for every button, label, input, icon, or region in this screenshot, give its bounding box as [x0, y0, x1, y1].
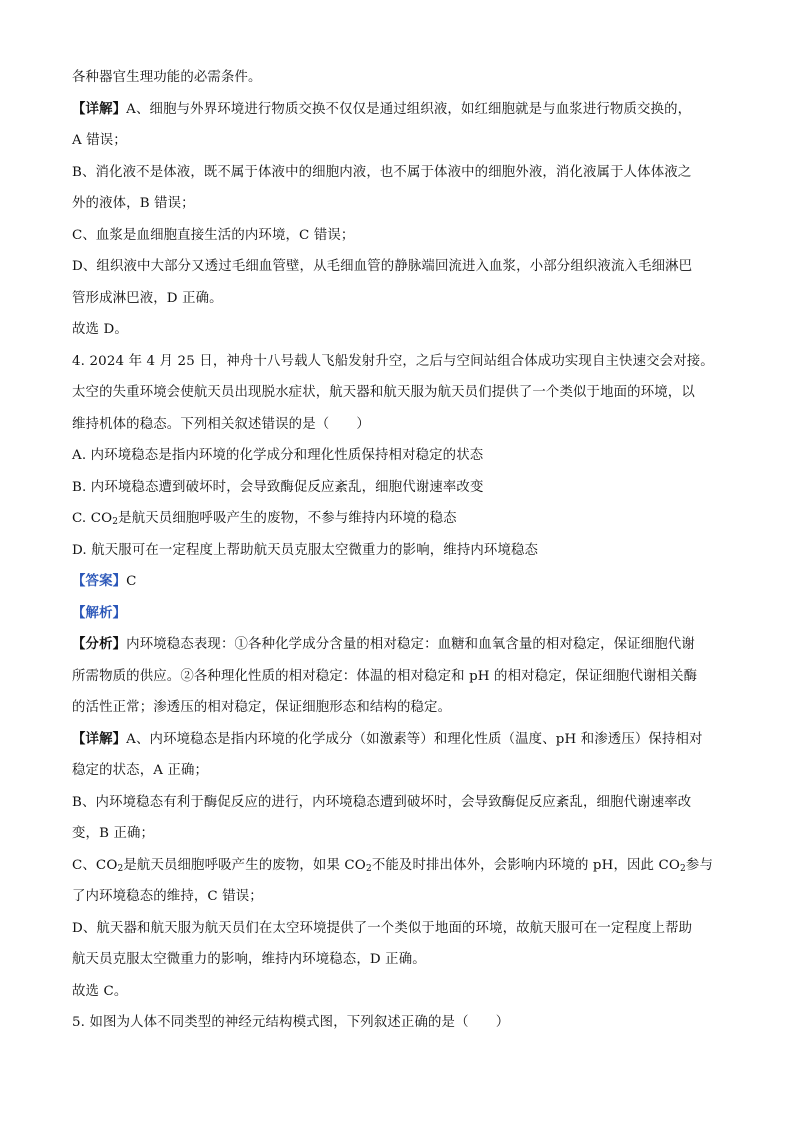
q4-detail-a-line1	[72, 724, 724, 756]
q4-fenxi-text: 内环境稳态表现：①各种化学成分含量的相对稳定：血糖和血氧含量的相对稳定，保证细胞代谢	[126, 637, 695, 652]
q4-detail-d-line2: 航天员克服太空微重力的影响，维持内环境稳态，D 正确。	[72, 952, 426, 967]
subscript: 2	[117, 863, 124, 874]
q4-detail-a-text: A、内环境稳态是指内环境的化学成分（如激素等）和理化性质（温度、pH 和渗透压）保持相对	[126, 731, 703, 747]
q4-detail-a-line2: 稳定的状态，A 正确；	[72, 763, 209, 778]
q4-detail-d-line1: D、航天器和航天服为航天员们在太空环境提供了一个类似于地面的环境，故航天服可在一定程度上帮助	[72, 920, 693, 936]
c-part3: 不能及时排出体外，会影响内环境的 pH，因此 CO	[371, 857, 681, 873]
q3-detail-b-line2: 外的液体，B 错误；	[72, 196, 195, 211]
q4-answer	[72, 566, 724, 598]
q4-fenxi-line2: 所需物质的供应。②各种理化性质的相对稳定：体温的相对稳定和 pH 的相对稳定，保证细胞代谢相关酶	[72, 668, 698, 684]
q4-choose: 故选 C。	[72, 983, 128, 999]
q4-option-d: D. 航天服可在一定程度上帮助航天员克服太空微重力的影响，维持内环境稳态	[72, 542, 539, 558]
q4-fenxi-line3: 的活性正常；渗透压的相对稳定，保证细胞形态和结构的稳定。	[72, 700, 452, 715]
q4-stem-line3: 维持机体的稳态。下列相关叙述错误的是（ ）	[72, 416, 370, 432]
answer-tag: 【答案】	[72, 574, 127, 589]
subscript: 2	[365, 863, 372, 874]
answer-value: C	[126, 574, 137, 589]
option-c-prefix: C. CO	[72, 511, 113, 526]
q5-stem: 5. 如图为人体不同类型的神经元结构模式图，下列叙述正确的是（ ）	[72, 1015, 510, 1030]
q4-fenxi-line1	[72, 629, 724, 661]
analysis-tag: 【解析】	[72, 605, 127, 621]
c-part2: 是航天员细胞呼吸产生的废物，如果 CO	[123, 857, 366, 873]
q3-detail-a-text: A、细胞与外界环境进行物质交换不仅仅是通过组织液，如红细胞就是与血浆进行物质交换的，	[126, 101, 692, 117]
q3-detail-a-line2: A 错误；	[72, 133, 127, 148]
c-part1: C、CO	[72, 857, 118, 873]
detail-tag: 【详解】	[72, 731, 127, 747]
q3-choose: 故选 D。	[72, 322, 128, 337]
q3-conclusion: 各种器官生理功能的必需条件。	[72, 70, 262, 85]
q3-detail-d-line1: D、组织液中大部分又透过毛细血管壁，从毛细血管的静脉端回流进入血浆，小部分组织液流入毛细淋巴	[72, 259, 693, 274]
q4-option-c	[72, 503, 724, 535]
detail-tag: 【详解】	[72, 101, 127, 117]
q4-detail-b-line2: 变，B 正确；	[72, 826, 155, 841]
subscript: 2	[112, 517, 119, 527]
option-c-text: 是航天员细胞呼吸产生的废物，不参与维持内环境的稳态	[118, 511, 457, 526]
subscript: 2	[680, 863, 686, 874]
q4-option-a: A. 内环境稳态是指内环境的化学成分和理化性质保持相对稳定的状态	[72, 448, 484, 463]
c-part4: 参与	[685, 857, 713, 873]
q3-detail-a-line1	[72, 94, 724, 126]
q4-analysis-heading	[72, 598, 724, 630]
q4-detail-c-line1	[72, 850, 724, 882]
page-content	[72, 62, 724, 1039]
q4-stem-line1: 4. 2024 年 4 月 25 日，神舟十八号载人飞船发射升空，之后与空间站组合体成功实现自主快速交会对接。	[72, 353, 714, 369]
q3-detail-b-line1: B、消化液不是体液，既不属于体液中的细胞内液，也不属于体液中的细胞外液，消化液属于人体体液之	[72, 164, 692, 180]
q4-option-b: B. 内环境稳态遭到破坏时，会导致酶促反应紊乱，细胞代谢速率改变	[72, 479, 484, 495]
q4-detail-c-line2: 了内环境稳态的维持，C 错误；	[72, 889, 263, 904]
fenxi-tag: 【分析】	[72, 637, 127, 652]
q3-detail-c-line1: C、血浆是血细胞直接生活的内环境，C 错误；	[72, 227, 355, 243]
q4-stem-line2: 太空的失重环境会使航天员出现脱水症状，航天器和航天服为航天员们提供了一个类似于地面的环境，以	[72, 385, 695, 400]
q4-detail-b-line1: B、内环境稳态有利于酶促反应的进行，内环境稳态遭到破坏时，会导致酶促反应紊乱，细胞代谢速率改	[72, 794, 692, 810]
q3-detail-d-line2: 管形成淋巴液，D 正确。	[72, 290, 223, 306]
